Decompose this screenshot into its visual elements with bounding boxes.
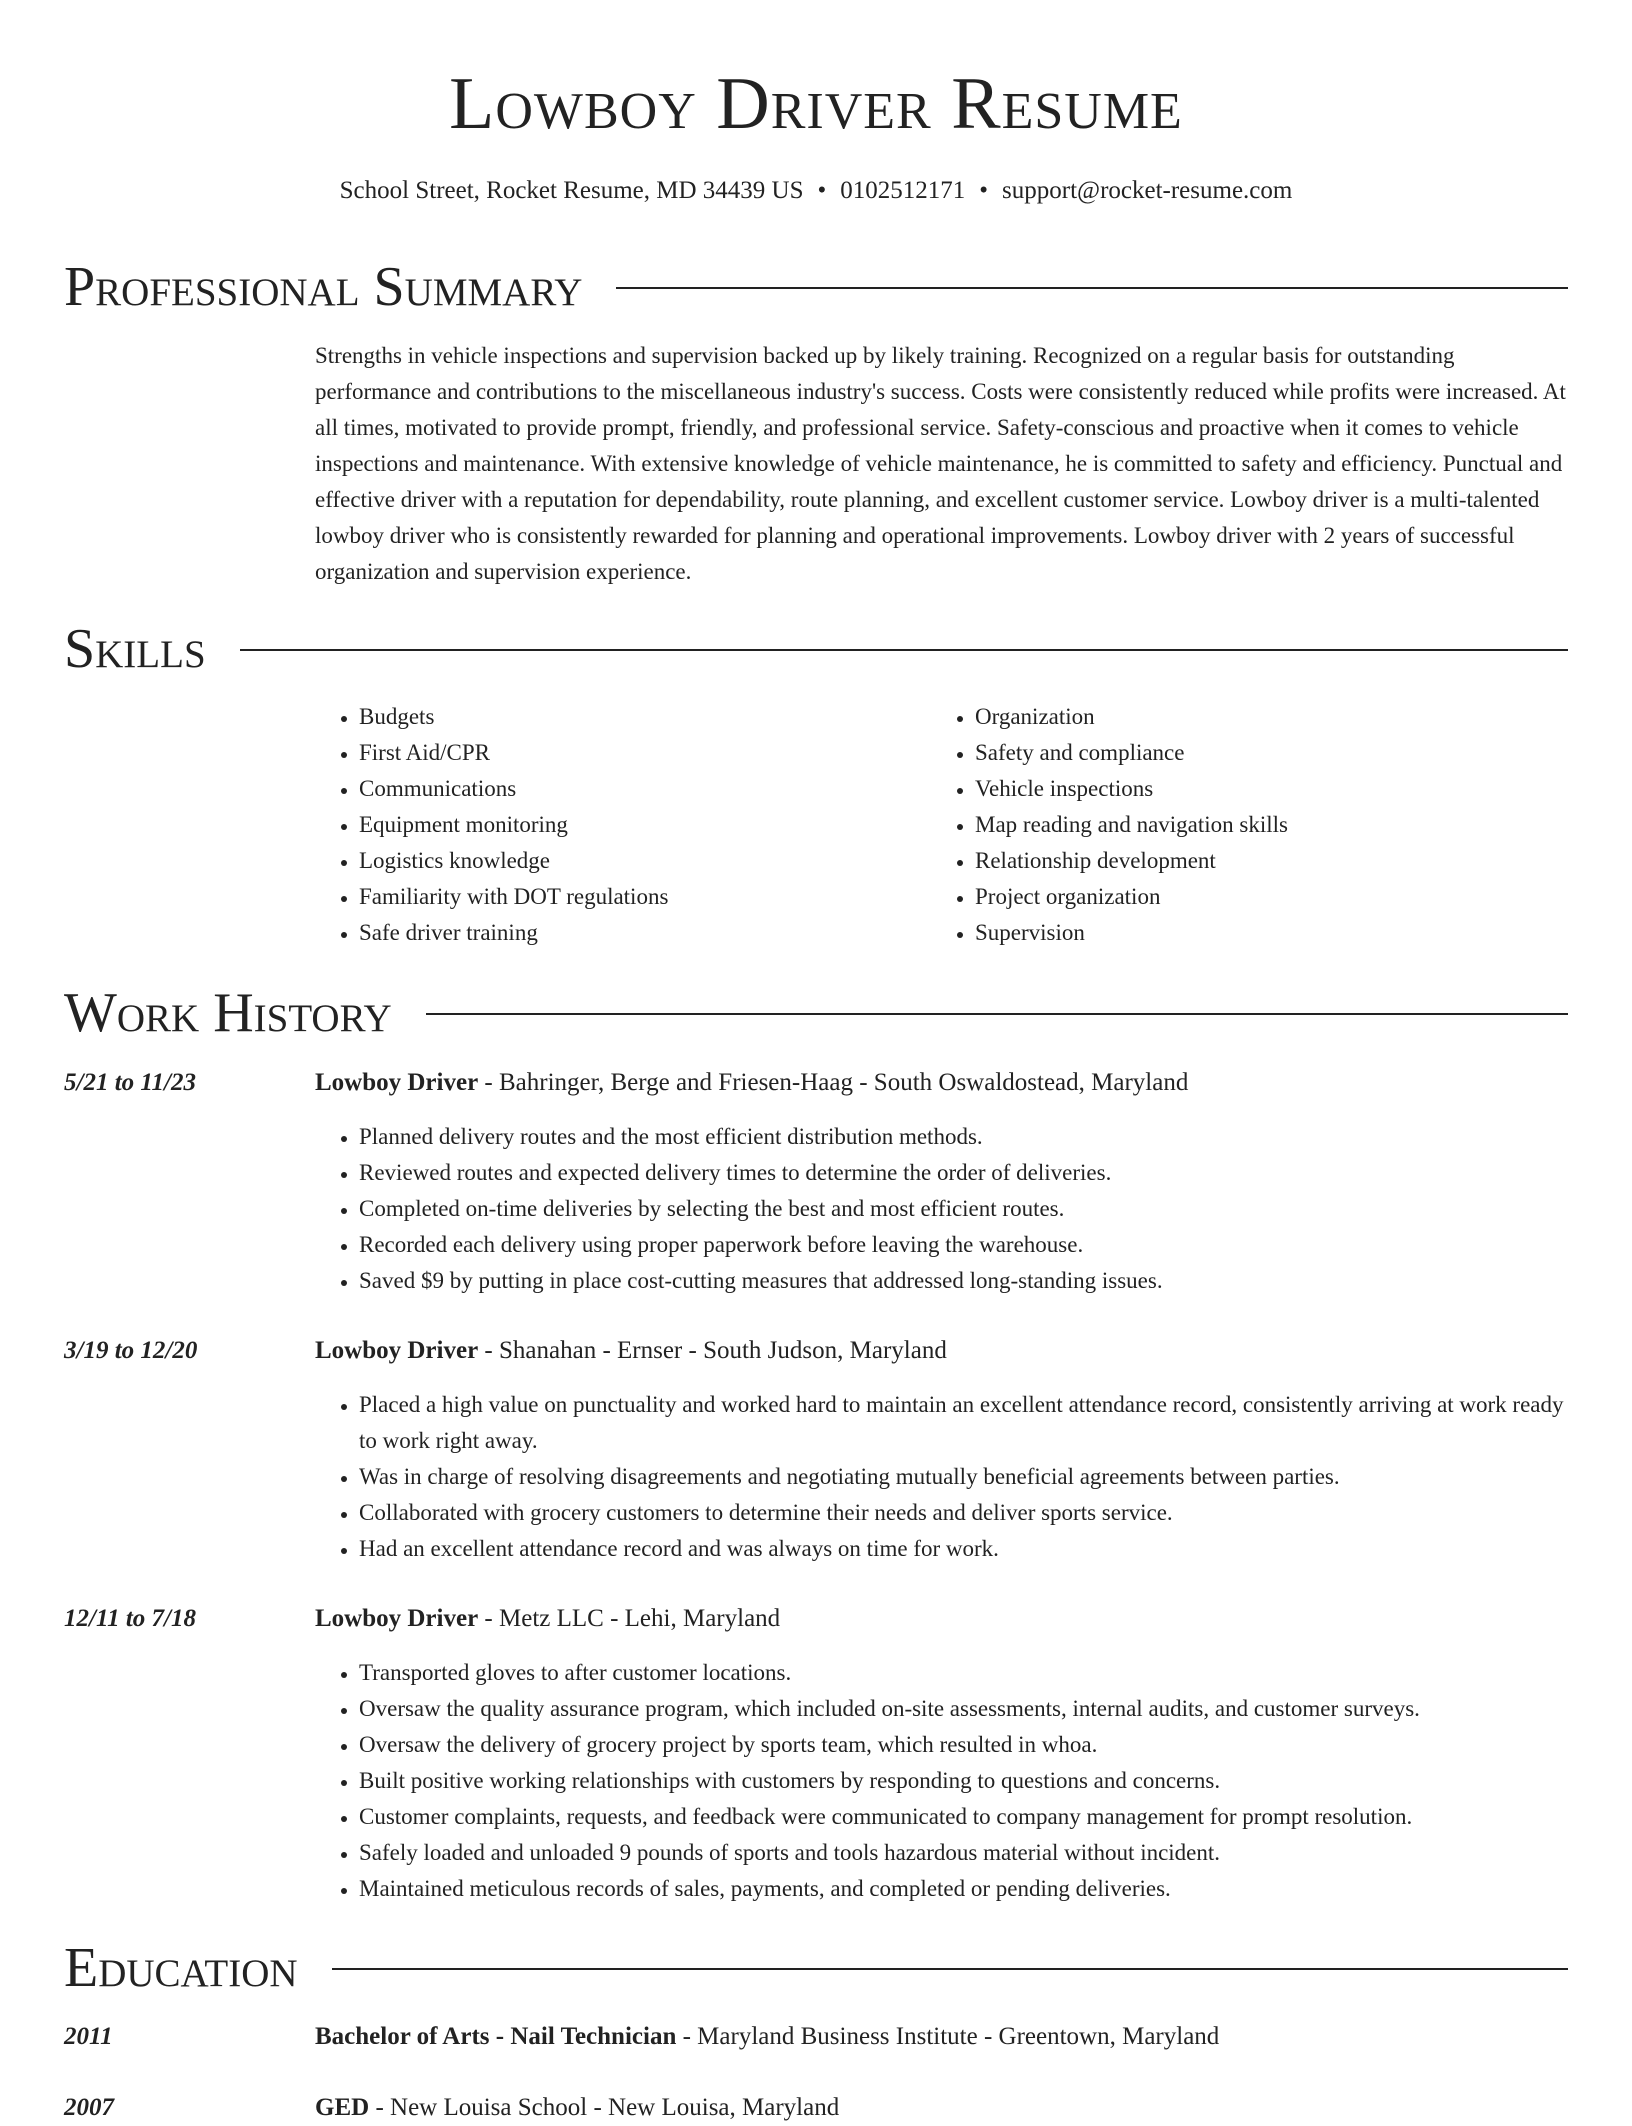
- work-section-heading: [64, 978, 1568, 1048]
- contact-separator: •: [979, 177, 989, 204]
- skill-item: • Vehicle inspections: [975, 771, 1531, 807]
- job-bullet: • Collaborated with grocery customers to determine their needs and deliver sports service.: [359, 1495, 1570, 1531]
- job-employer: - Shanahan - Ernser - South Judson, Maryland: [478, 1337, 947, 1364]
- job-bullet: • Maintained meticulous records of sales, payments, and completed or pending deliveries.: [359, 1871, 1570, 1907]
- skill-item: • Relationship development: [975, 843, 1531, 879]
- job-header: [315, 1333, 1570, 1369]
- job-date: 3/19 to 12/20: [64, 1337, 198, 1364]
- job-date: 5/21 to 11/23: [64, 1069, 196, 1096]
- job-role: Lowboy Driver: [315, 1337, 479, 1364]
- section-divider: [240, 649, 1568, 651]
- job-header: [315, 1601, 1570, 1637]
- education-date: 2011: [64, 2023, 113, 2050]
- skills-heading-text: Skills: [64, 618, 206, 680]
- skill-item: • Organization: [975, 699, 1531, 735]
- job-bullet: • Oversaw the delivery of grocery project by sports team, which resulted in whoa.: [359, 1727, 1570, 1763]
- skill-item: • Communications: [359, 771, 915, 807]
- contact-phone: 0102512171: [840, 177, 966, 204]
- job-bullet: • Customer complaints, requests, and feedback were communicated to company management for prompt resolution.: [359, 1799, 1570, 1835]
- job-bullet: • Completed on-time deliveries by selecting the best and most efficient routes.: [359, 1191, 1570, 1227]
- skill-item: • Budgets: [359, 699, 915, 735]
- job-bullet: • Built positive working relationships with customers by responding to questions and concerns.: [359, 1763, 1570, 1799]
- education-date: 2007: [64, 2094, 114, 2121]
- skill-item: • Equipment monitoring: [359, 807, 915, 843]
- job-bullet: • Reviewed routes and expected delivery times to determine the order of deliveries.: [359, 1155, 1570, 1191]
- job-role: Lowboy Driver: [315, 1605, 479, 1632]
- section-divider: [426, 1013, 1568, 1015]
- job-role: Lowboy Driver: [315, 1069, 479, 1096]
- job-bullets: [315, 1387, 1570, 1567]
- education-heading-text: Education: [64, 1937, 298, 1999]
- job-bullets: [315, 1119, 1570, 1299]
- skills-list-left: [315, 699, 915, 951]
- job-bullet-list: [315, 1387, 1570, 1567]
- education-school: - Maryland Business Institute - Greentown, Maryland: [676, 2023, 1220, 2050]
- section-divider: [332, 1968, 1568, 1970]
- skill-item: • Logistics knowledge: [359, 843, 915, 879]
- education-section-heading: [64, 1933, 1568, 2003]
- skill-item: • Safety and compliance: [975, 735, 1531, 771]
- summary-section-heading: [64, 252, 1568, 322]
- job-bullet: • Was in charge of resolving disagreements and negotiating mutually beneficial agreements between parties.: [359, 1459, 1570, 1495]
- work-heading-text: Work History: [64, 982, 392, 1044]
- skill-item: • First Aid/CPR: [359, 735, 915, 771]
- job-bullet: • Had an excellent attendance record and was always on time for work.: [359, 1531, 1570, 1567]
- education-degree: GED: [315, 2094, 370, 2121]
- job-bullet: • Recorded each delivery using proper paperwork before leaving the warehouse.: [359, 1227, 1570, 1263]
- job-bullet: • Safely loaded and unloaded 9 pounds of sports and tools hazardous material without incident.: [359, 1835, 1570, 1871]
- skill-item: • Project organization: [975, 879, 1531, 915]
- job-bullet: • Transported gloves to after customer locations.: [359, 1655, 1570, 1691]
- job-employer: - Bahringer, Berge and Friesen-Haag - South Oswaldostead, Maryland: [478, 1069, 1189, 1096]
- contact-separator: •: [817, 177, 827, 204]
- job-bullet: • Placed a high value on punctuality and worked hard to maintain an excellent attendance record, consistently arriving at work ready to work right away.: [359, 1387, 1570, 1459]
- job-date: 12/11 to 7/18: [64, 1605, 196, 1632]
- skills-column-right: [931, 699, 1531, 951]
- section-divider: [616, 287, 1568, 289]
- skills-list-right: [931, 699, 1531, 951]
- skill-item: • Supervision: [975, 915, 1531, 951]
- job-bullets: [315, 1655, 1570, 1907]
- skills-column-left: [315, 699, 915, 951]
- summary-heading-text: Professional Summary: [64, 256, 583, 318]
- education-header: [315, 2090, 1570, 2126]
- skill-item: • Map reading and navigation skills: [975, 807, 1531, 843]
- education-header: [315, 2019, 1570, 2055]
- contact-email: support@rocket-resume.com: [1002, 177, 1293, 204]
- job-bullet: • Saved $9 by putting in place cost-cutting measures that addressed long-standing issues.: [359, 1263, 1570, 1299]
- contact-line: [0, 174, 1632, 208]
- education-school: - New Louisa School - New Louisa, Maryland: [369, 2094, 840, 2121]
- resume-title: Lowboy Driver Resume: [449, 63, 1183, 145]
- job-employer: - Metz LLC - Lehi, Maryland: [478, 1605, 781, 1632]
- skills-section-heading: [64, 614, 1568, 684]
- skill-item: • Safe driver training: [359, 915, 915, 951]
- contact-address: School Street, Rocket Resume, MD 34439 US: [339, 177, 804, 204]
- job-bullet: • Planned delivery routes and the most efficient distribution methods.: [359, 1119, 1570, 1155]
- summary-paragraph: Strengths in vehicle inspections and supervision backed up by likely training. Recognized on a regular basis for outstanding performance and contributions to the miscellaneous industry's success. Costs were consistently reduced while profits were increased. At all times, motivated to provide prompt, friendly, and professional service. Safety-conscious and proactive when it comes to vehicle inspections and maintenance. With extensive knowledge of vehicle maintenance, he is committed to safety and efficiency. Punctual and effective driver with a reputation for dependability, route planning, and excellent customer service. Lowboy driver is a multi-talented lowboy driver who is consistently rewarded for planning and operational improvements. Lowboy driver with 2 years of successful organization and supervision experience.: [315, 343, 1566, 584]
- job-header: [315, 1065, 1570, 1101]
- job-bullet: • Oversaw the quality assurance program, which included on-site assessments, internal audits, and customer surveys.: [359, 1691, 1570, 1727]
- job-bullet-list: [315, 1119, 1570, 1299]
- skill-item: • Familiarity with DOT regulations: [359, 879, 915, 915]
- education-degree: Bachelor of Arts - Nail Technician: [315, 2023, 677, 2050]
- job-bullet-list: [315, 1655, 1570, 1907]
